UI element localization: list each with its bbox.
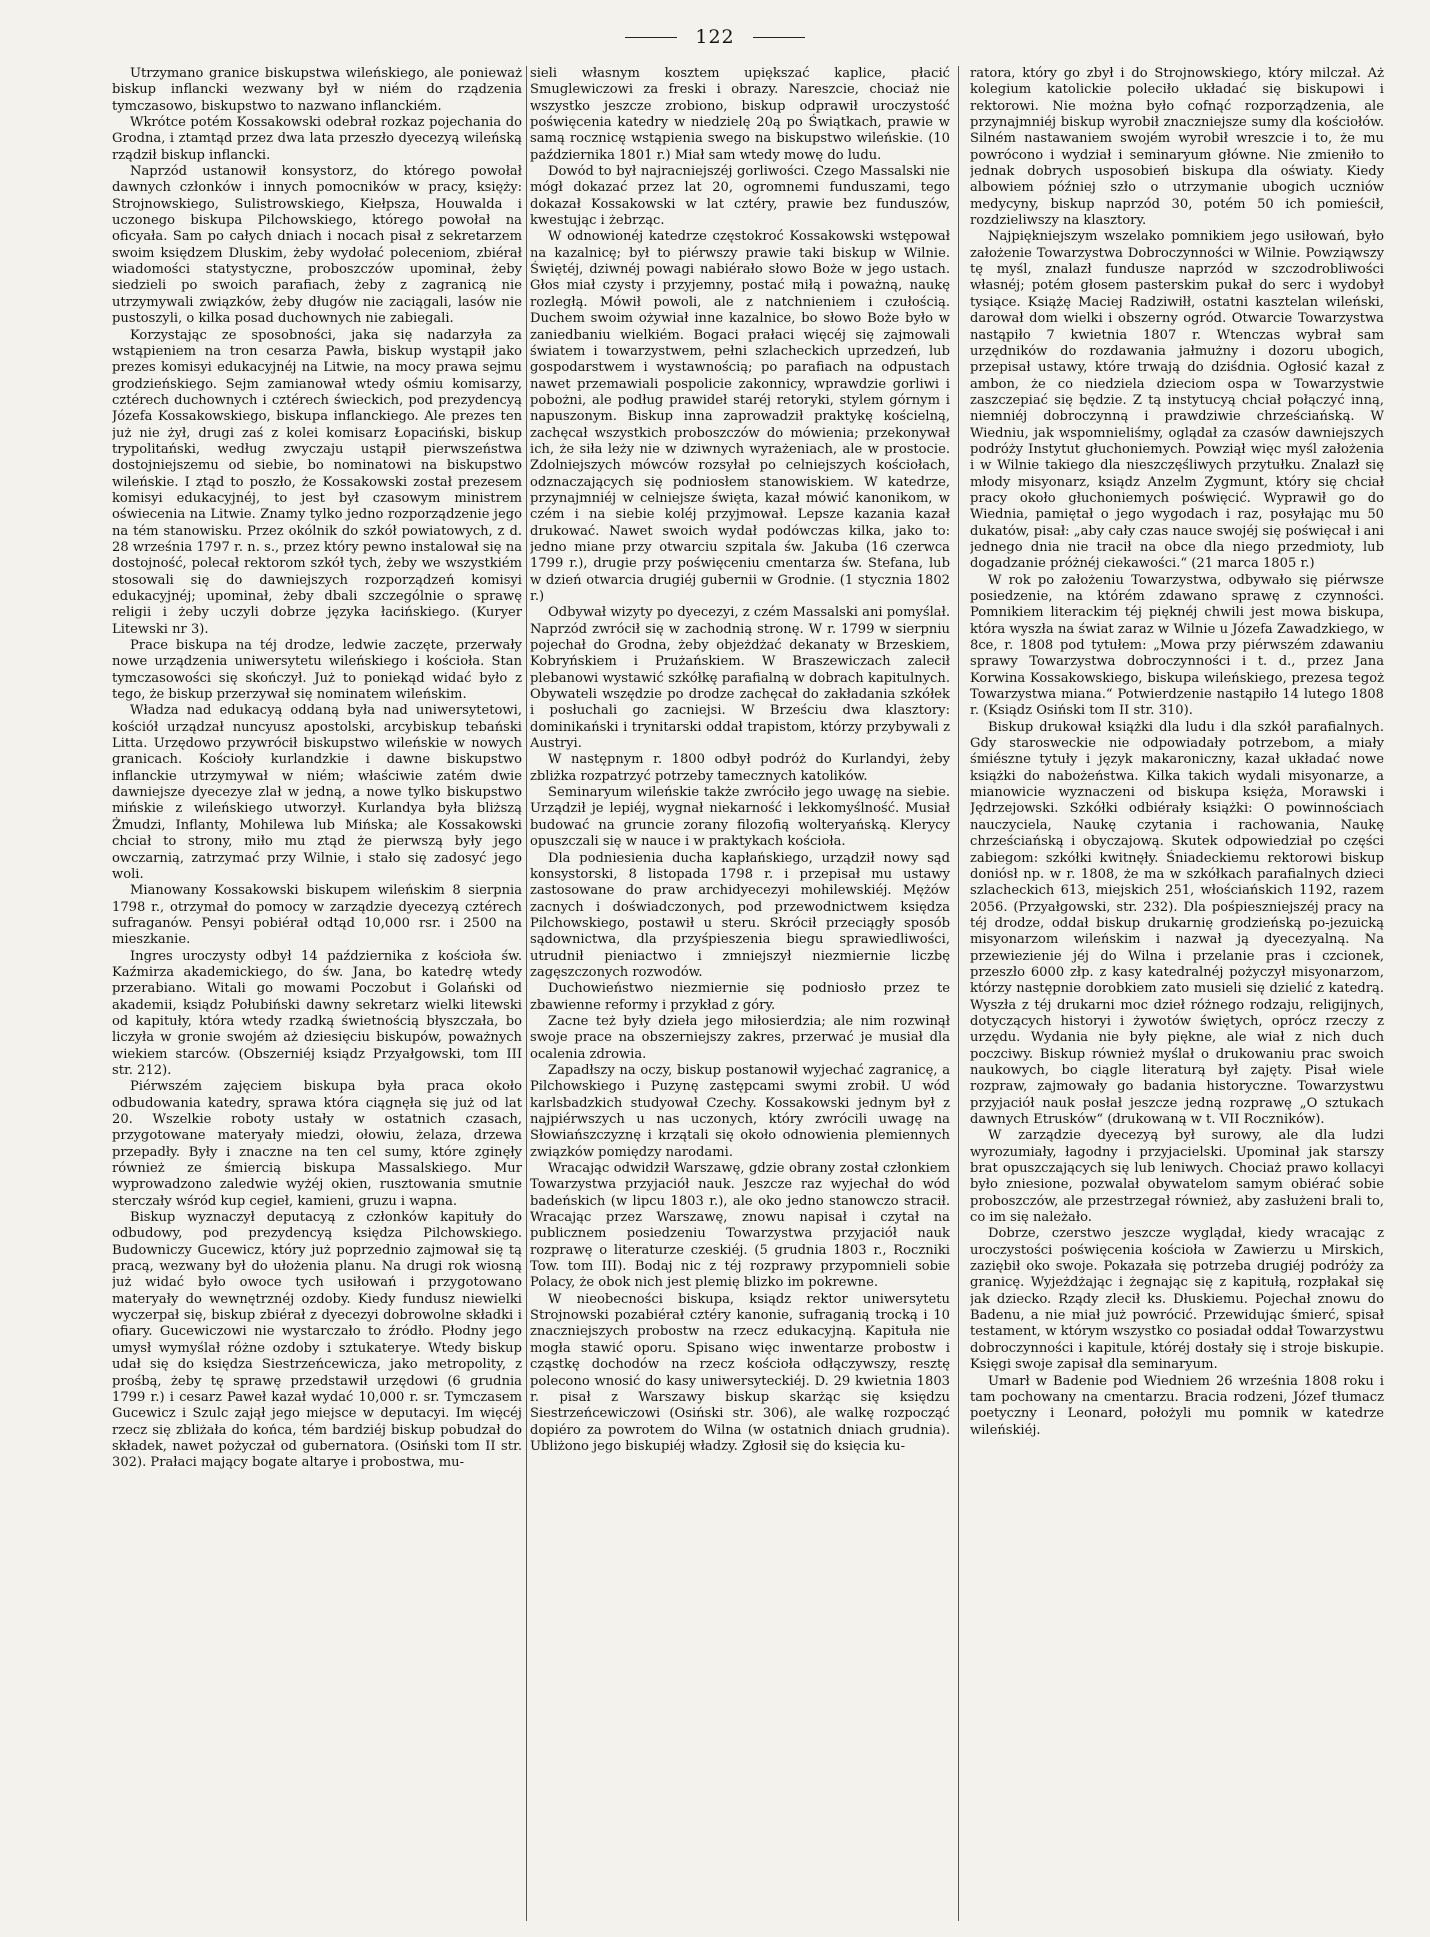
header-rule-right (753, 37, 805, 38)
paragraph: Duchowieństwo niezmiernie się podniosło przez te zbawienne reformy i przykład z góry. (530, 981, 950, 1013)
paragraph: Dobrze, czerstwo jeszcze wyglądał, kiedy wracając z uroczystości poświęcenia kościoła w Zawierzu u Mirskich, zaziębił oko swoje. Pokazała się potrzeba drugiéj podróży za granicę. Wyjeżdżając i żegnając się z kapitułą, rozpłakał się jak dziecko. Rządy zlecił ks. Dłuskiemu. Pojechał znowu do Badenu, a nie miał już powrócić. Przewidując śmierć, spisał testament, w którym wszystko co posiadał oddał Towarzystwu dobroczynności i kapitule, któréj dostały się i stroje biskupie. Księgi swoje zapisał dla seminaryum. (970, 1226, 1384, 1373)
paragraph: ratora, który go zbył i do Strojnowskiego, który milczał. Aż kolegium katolickie poleciło układać się biskupowi i rektorowi. Nie można było cofnąć rozporządzenia, ale przynajmniéj biskup wyrobił znaczniejsze sumy dla kościołów. Silném nastawaniem swojém wyrobił wreszcie i to, że mu powrócono i wydział i seminaryum główne. Nie zmieniło to jednak dobrych usposobień biskupa dla oświaty. Kiedy albowiem później szło o utrzymanie ubogich uczniów medycyny, biskup naprzód 30, potém 50 ich pomieścił, rozdzieliwszy na klasztory. (970, 66, 1384, 229)
header-rule-left (625, 37, 677, 38)
paragraph: Biskup drukował książki dla ludu i dla szkół parafialnych. Gdy starosweckie nie odpowiadały potrzebom, a miały śmiészne tytuły i język makaroniczny, kazał układać nowe książki do nabożeństwa. Kilka takich wydali misyonarze, a mianowicie wyznaczeni od biskupa księża, Morawski i Jędrzejowski. Szkółki odbiérały książki: O powinnościach nauczyciela, Naukę czytania i rachowania, Naukę chrześciańską i obyczajową. Skutek odpowiedział po części zabiegom: szkółki kwitnęły. Śniadeckiemu rektorowi biskup doniósł np. w r. 1808, że ma w szkółkach parafialnych dzieci szlacheckich 613, miejskich 251, włościańskich 1192, razem 2056. (Przyałgowski, str. 232). Dla pośpieszniejszéj pracy na téj drodze, oddał biskup drukarnię grodzieńską po-jezuicką misyonarzom wileńskim i nazwał ją dyecezyalną. Na przewiezienie jéj do Wilna i przelanie pras i czcionek, przeszło 6000 złp. z kasy katedralnéj pożyczył misyonarzom, którzy następnie dorobkiem zato musieli się dzielić z katedrą. Wyszła z téj drukarni moc dzieł różnego rodzaju, religijnych, dotyczących historyi i żywotów świętych, oprócz rzeczy z urzędu. Wydania nie były piękne, ale wiał z nich duch poczciwy. Biskup również myślał o drukowaniu prac swoich naukowych, bo ciągle literaturą był zajęty. Pisał wiele rozpraw, zajmowały go badania historyczne. Towarzystwu przyjaciół nauk posłał jeszcze jedną rozprawę „O sztukach dawnych Etrusków“ (drukowaną w t. VII Roczników). (970, 719, 1384, 1127)
paragraph: Dla podniesienia ducha kapłańskiego, urządził nowy sąd konsystorski, 8 listopada 1798 r. i przepisał mu ustawy zastosowane do praw archidyecezyi mohilewskiéj. Mężów zacnych i doświadczonych, pod przewodnictwem księdza Pilchowskiego, postawił u steru. Skrócił przeciągły sposób sądownictwa, dla przyśpieszenia biegu sprawiedliwości, utrudnił pieniactwo i zmniejszył niezmiernie liczbę zagęszczonych rozwodów. (530, 850, 950, 980)
text-column-3 (970, 66, 1384, 1926)
column-divider-1 (526, 66, 527, 1921)
page-header (0, 22, 1430, 52)
paragraph: W zarządzie dyecezyą był surowy, ale dla ludzi wyrozumiały, łagodny i przyjacielski. Upominał jak starszy brat opuszczających się lub leniwych. Chociaż prawo kollacyi było zniesione, pozwalał obywatelom samym obiérać sobie proboszczów, ale przestrzegał również, aby zasłużeni brali to, co im się należało. (970, 1128, 1384, 1226)
paragraph: Naprzód ustanowił konsystorz, do którego powołał dawnych członków i innych pomocników w pracy, księży: Strojnowskiego, Sulistrowskiego, Kiełpsza, Houwalda i uczonego biskupa Pilchowskiego, którego powołał na oficyała. Sam po całych dniach i nocach pisał z sekretarzem swoim księdzem Dluskim, żeby wydołać poleceniom, zbiérał wiadomości statystyczne, proboszczów upominał, żeby siedzieli po swoich parafiach, żeby z zagranicą nie utrzymywali związków, żeby długów nie zaciągali, lasów nie pustoszyli, o kilka posad duchownych nie zabiegali. (112, 164, 522, 327)
paragraph: Piérwszém zajęciem biskupa była praca około odbudowania katedry, sprawa która ciągnęła się już od lat 20. Wszelkie roboty ustały w ostatnich czasach, przygotowane materyały miedzi, ołowiu, żelaza, drzewa przepadły. Były i znaczne na ten cel sumy, które zginęły również ze śmiercią biskupa Massalskiego. Mur wyprowadzono zaledwie wyżéj okien, rusztowania smutnie sterczały wśród kup cegieł, kamieni, gruzu i wapna. (112, 1079, 522, 1209)
paragraph: Mianowany Kossakowski biskupem wileńskim 8 sierpnia 1798 r., otrzymał do pomocy w zarządzie dyecezyą cztérech sufraganów. Pensyi pobiérał odtąd 10,000 rsr. i 2500 na mieszkanie. (112, 883, 522, 948)
paragraph: Prace biskupa na téj drodze, ledwie zaczęte, przerwały nowe urządzenia uniwersytetu wileńskiego i kościoła. Stan tymczasowości się skończył. Już to poniekąd widać było z tego, że biskup przerzywał się nominatem wileńskim. (112, 638, 522, 703)
paragraph: Umarł w Badenie pod Wiedniem 26 września 1808 roku i tam pochowany na cmentarzu. Bracia rodzeni, Józef tłumacz poetyczny i Leonard, położyli mu pomnik w katedrze wileńskiéj. (970, 1373, 1384, 1438)
paragraph: Seminaryum wileńskie także zwróciło jego uwagę na siebie. Urządził je lepiéj, wygnał niekarność i lekkomyślność. Musiał budować na gruncie zorany filozofią wolteryańską. Klerycy opuszczali się w nauce i w praktykach kościoła. (530, 785, 950, 850)
page-number: 122 (695, 26, 735, 48)
paragraph: Utrzymano granice biskupstwa wileńskiego, ale ponieważ biskup inflancki wezwany był w niém do rządzenia tymczasowo, biskupstwo to nazwano inflanckiém. (112, 66, 522, 114)
paragraph: Korzystając ze sposobności, jaka się nadarzyła za wstąpieniem na tron cesarza Pawła, biskup wystąpił jako prezes komisyi edukacyjnéj na Litwie, na mocy prawa sejmu grodzieńskiego. Sejm zamianował wtedy ośmiu komisarzy, cztérech duchownych i cztérech świeckich, pod prezydencyą Józefa Kossakowskiego, biskupa inflanckiego. Ale prezes ten już nie żył, drugi zaś z kolei komisarz Łopaciński, biskup trypolitański, według zwyczaju ustąpił pierwszeństwa dostojniejszemu od siebie, bo nominatowi na biskupstwo wileńskie. I ztąd to poszło, że Kossakowski został prezesem komisyi edukacyjnéj, to jest był czasowym ministrem oświecenia na Litwie. Znamy tylko jedno rozporządzenie jego na tém stanowisku. Przez okólnik do szkół powiatowych, z d. 28 września 1797 r. n. s., przez który pewno instalował się na dostojność, polecał rektorom szkół tych, żeby we wszystkiém stosowali się do dawniejszych rozporządzeń komisyi edukacyjnéj; upominał, żeby dbali szczególnie o sprawę religii i żeby uczyli dobrze języka łacińskiego. (Kuryer Litewski nr 3). (112, 327, 522, 637)
paragraph: W odnowionéj katedrze częstokroć Kossakowski wstępował na kazalnicę; był to piérwszy prawie taki biskup w Wilnie. Świętéj, dziwnéj powagi nabiérało słowo Boże w jego ustach. Głos miał czysty i przyjemny, postać miłą i poważną, naukę rozległą. Mówił powoli, ale z natchnieniem i czułością. Duchem swoim ożywiał inne kazalnice, bo słowo Boże było w zaniedbaniu wielkiém. Bogaci prałaci więcéj się zajmowali światem i towarzystwem, pełni szlacheckich uprzedzeń, lub gospodarstwem i wystawnością; po parafiach na odpustach nawet przemawiali pospolicie zakonnicy, wprawdzie gorliwi i pobożni, ale podług prawideł staréj retoryki, stylem górnym i napuszonym. Biskup inna zaprowadził praktykę kościelną, zachęcał wszystkich proboszczów do mówienia; przekonywał ich, że siła leży nie w dziwnych wyrażeniach, ale w prostocie. Zdolniejszych mówców rozsyłał po celniejszych kościołach, odznaczających się podniosłem stanowiskiem. W katedrze, przynajmniéj w celniejsze święta, kazał mówić kanonikom, w czém i na siebie koléj przyjmował. Lepsze kazania kazał drukować. Nawet swoich wydał podówczas kilka, jako to: jedno miane przy otwarciu szpitala św. Jakuba (16 czerwca 1799 r.), drugie przy poświęceniu cmentarza św. Stefana, lub w dzień otwarcia drugiéj gubernii w Grodnie. (1 stycznia 1802 r.) (530, 229, 950, 604)
paragraph: Najpiękniejszym wszelako pomnikiem jego usiłowań, było założenie Towarzystwa Dobroczynności w Wilnie. Powziąwszy tę myśl, znalazł fundusze naprzód w szczodrobliwości własnéj; potém głosem pasterskim pukał do serc i wydobył tysiące. Książę Maciej Radziwiłł, ostatni kasztelan wileński, darował dom wielki i obszerny ogród. Otwarcie Towarzystwa nastąpiło 7 kwietnia 1807 r. Wtenczas wybrał sam urzędników do rozdawania jałmużny i dozoru ubogich, przepisał ustawy, które trwają do dziśdnia. Ogłosić kazał z ambon, że co niedziela dzieciom ospa w Towarzystwie zaszczepiać się będzie. Z tą instytucyą chciał połączyć inną, niemniéj dobroczynną i prawdziwie chrześciańską. W Wiedniu, jak wspomnieliśmy, oglądał za czasów dawniejszych podróży Instytut głuchoniemych. Powziął więc myśl założenia i w Wilnie takiego dla nieszczęśliwych przytułku. Znalazł się młody misyonarz, ksiądz Anzelm Zygmunt, który się chciał pracy około głuchoniemych poświęcić. Wyprawił go do Wiednia, pamiętał o jego wygodach i raz, posyłając mu 50 dukatów, pisał: „aby cały czas nauce swojéj się poświęcał i ani jednego dnia nie tracił na obce dla niego przedmioty, lub dogadzanie próżnéj ciekawości.“ (21 marca 1805 r.) (970, 229, 1384, 572)
column-divider-2 (958, 66, 959, 1921)
paragraph: Biskup wyznaczył deputacyą z członków kapituły do odbudowy, pod prezydencyą księdza Pilchowskiego. Budowniczy Gucewicz, który już poprzednio zajmował się tą pracą, wezwany był do ułożenia planu. Na drugi rok wiosną już widać było owoce tych usiłowań i przygotowano materyały do wewnętrznéj ozdoby. Kiedy fundusz niewielki wyczerpał się, biskup zbiérał z dyecezyi dobrowolne składki i ofiary. Gucewiczowi nie wystarczało to źródło. Płodny jego umysł wymyślał różne ozdoby i sztukaterye. Wtedy biskup udał się do księdza Siestrzeńcewicza, jako metropolity, z prośbą, żeby tę sprawę przedstawił urzędowi (6 grudnia 1799 r.) i cesarz Paweł kazał wydać 10,000 r. sr. Tymczasem Gucewicz i Szulc zajął jego miejsce w deputacyi. Im więcéj rzecz się zbliżała do końca, tém bardziéj biskup pobudzał do składek, nawet pożyczał od gubernatora. (Osiński tom II str. 302). Prałaci mający bogate altarye i probostwa, mu- (112, 1210, 522, 1471)
paragraph: W rok po założeniu Towarzystwa, odbywało się piérwsze posiedzenie, na którém zdawano sprawę z czynności. Pomnikiem literackim téj pięknéj chwili jest mowa biskupa, która wyszła na świat zaraz w Wilnie u Józefa Zawadzkiego, w 8ce, r. 1808 pod tytułem: „Mowa przy piérwszém zdawaniu sprawy Towarzystwa dobroczynności i t. d., przez Jana Korwina Kossakowskiego, biskupa wileńskiego, prezesa tegoż Towarzystwa miana.“ Potwierdzenie nastąpiło 14 lutego 1808 r. (Ksiądz Osiński tom II str. 310). (970, 572, 1384, 719)
text-column-2 (530, 66, 950, 1926)
paragraph: sieli własnym kosztem upiększać kaplice, płacić Smuglewiczowi za freski i obrazy. Nareszcie, chociaż nie wszystko jeszcze zrobiono, biskup odprawił uroczystość poświęcenia katedry w niedzielę 20ą po Świątkach, prawie w samą rocznicę wstąpienia swego na biskupstwo wileńskie. (10 października 1801 r.) Miał sam wtedy mowę do ludu. (530, 66, 950, 163)
paragraph: Odbywał wizyty po dyecezyi, z czém Massalski ani pomyślał. Naprzód zwrócił się w zachodnią stronę. W r. 1799 w sierpniu pojechał do Grodna, żeby objeżdżać dekanaty w Brzeskiem, Kobryńskiem i Prużańskiem. W Braszewiczach zalecił plebanowi wystawić szkółkę parafialną w dobrach kapitulnych. Obywateli wszędzie po drodze zachęcał do zakładania szkółek i posłuchali go zacniejsi. W Brześciu dwa klasztory: dominikański i trynitarski oddał trapistom, którzy przybywali z Austryi. (530, 605, 950, 752)
paragraph: W następnym r. 1800 odbył podróż do Kurlandyi, żeby zbliżka rozpatrzyć potrzeby tamecznych katolików. (530, 752, 950, 784)
paragraph: Zacne też były dzieła jego miłosierdzia; ale nim rozwinął swoje prace na obszerniejszy zakres, przerwać je musiał dla ocalenia zdrowia. (530, 1013, 950, 1062)
paragraph: Wracając odwidził Warszawę, gdzie obrany został członkiem Towarzystwa przyjaciół nauk. Jeszcze raz wyjechał do wód badeńskich (w lipcu 1803 r.), ale oko jedno stanowczo stracił. Wracając przez Warszawę, znowu napisał i czytał na publicznem posiedzeniu Towarzystwa przyjaciół nauk rozprawę o literaturze czeskiéj. (5 grudnia 1803 r., Roczniki Tow. tom III). Bodaj nic z téj rozprawy przypomnieli sobie Polacy, że obok nich jest plemię blizko im pokrewne. (530, 1161, 950, 1291)
paragraph: Zapadłszy na oczy, biskup postanowił wyjechać zagranicę, a Pilchowskiego i Puzynę zastępcami swymi zrobił. U wód karlsbadzkich studyował Czechy. Kossakowski jednym był z najpiérwszych u nas uczonych, który zwrócili uwagę na Słowiańszczyznę i krzątali się około odnowienia plemiennych związków pomiędzy narodami. (530, 1062, 950, 1160)
paragraph: Władza nad edukacyą oddaną była nad uniwersytetowi, kościół urządzał nuncyusz apostolski, arcybiskup tebański Litta. Urzędowo przywrócił biskupstwo wileńskie w nowych granicach. Kościoły kurlandzkie i dawne biskupstwo inflanckie utrzymywał w niém; właściwie zatém dwie dawniejsze dyecezye zlał w jedną, a nowe tylko biskupstwo mińskie z wileńskiego utworzył. Kurlandya była bliższą Żmudzi, Inflanty, Mohilewa lub Mińska; ale Kossakowski chciał to strony, miło mu ztąd że pierwszą były jego owczarnią, zatrzymać przy Wilnie, i stało się zadosyć jego woli. (112, 703, 522, 882)
paragraph: Dowód to był najracniejszéj gorliwości. Czego Massalski nie mógł dokazać przez lat 20, ogromnemi funduszami, tego dokazał Kossakowski w lat cztéry, prawie bez funduszów, kwestując i żebrząc. (530, 164, 950, 229)
text-column-1 (112, 66, 522, 1926)
paragraph: W nieobecności biskupa, ksiądz rektor uniwersytetu Strojnowski pozabiérał cztéry kanonie, sufraganią trocką i 10 znaczniejszych probostw na rzecz edukacyjną. Kapituła nie mogła stawić oporu. Spisano więc inwentarze probostw i cząstkę dochodów na rzecz kościoła odłączywszy, resztę polecono wnosić do kasy uniwersyteckiéj. D. 29 kwietnia 1803 r. pisał z Warszawy biskup skarżąc się księdzu Siestrzeńcewiczowi (Osiński str. 306), ale walkę rozpocząć dopiéro za powrotem do Wilna (w ostatnich dniach grudnia). Ubliżono jego biskupiéj władzy. Zgłosił się do księcia ku- (530, 1291, 950, 1454)
paragraph: Ingres uroczysty odbył 14 października z kościoła św. Kaźmirza akademickiego, do św. Jana, bo katedrę wtedy przerabiano. Witali go mowami Poczobut i Golański od akademii, ksiądz Połubiński dawny sekretarz wielki litewski od kapituły, która wtedy rzadką świetnością błyszczała, bo liczyła w gronie swojém aż dziesięciu biskupów, poważnych wiekiem starców. (Obszerniéj ksiądz Przyałgowski, tom III str. 212). (112, 948, 522, 1078)
paragraph: Wkrótce potém Kossakowski odebrał rozkaz pojechania do Grodna, i ztamtąd przez dwa lata przeszło dyecezyą wileńską rządził biskup inflancki. (112, 115, 522, 163)
